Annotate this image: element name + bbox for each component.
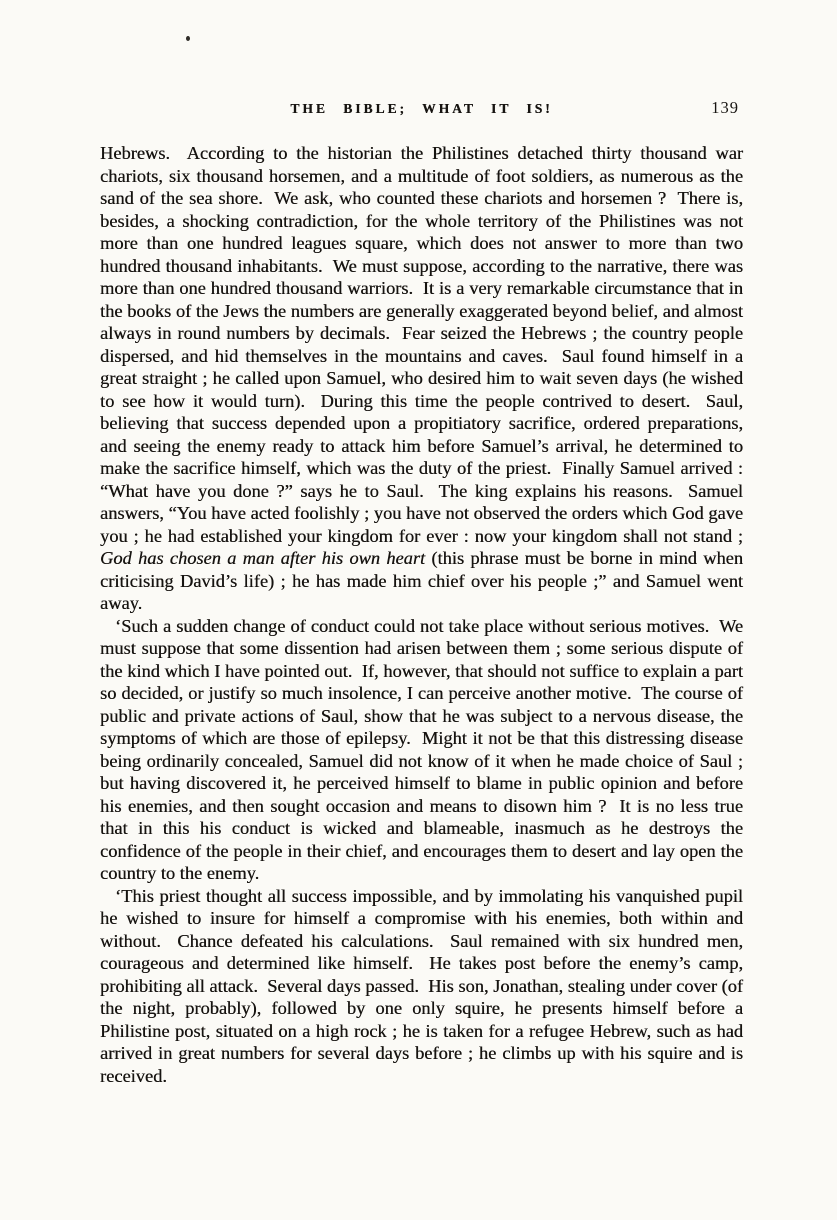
page-body [100,142,743,1087]
paragraph [100,885,743,1088]
paragraph [100,615,743,885]
text-run: (this phrase must be borne in mind when criticising David’s life) ; he has made him chief over his people ;” and Samuel went away. [100,548,743,613]
page-header [100,98,743,117]
text-run: ‘Such a sudden change of conduct could not take place without serious motives. We must suppose that some dissention had arisen between them ; some serious dispute of the kind which I have pointed out. If, however, that should not suffice to explain a part so decided, or justify so much insolence, I can perceive another motive. The course of public and private actions of Saul, show that he was subject to a nervous disease, the symptoms of which are those of epilepsy. Might it not be that this distressing disease being ordinarily concealed, Samuel did not know of it when he made choice of Saul ; but having discovered it, he perceived himself to blame in public opinion and before his enemies, and then sought occasion and means to disown him ? It is no less true that in this his conduct is wicked and blameable, inasmuch as he destroys the confidence of the people in their chief, and encourages them to desert and lay open the country to the enemy. [100,615,743,883]
text-run: ‘This priest thought all success impossible, and by immolating his vanquished pupil he wished to insure for himself a compromise with his enemies, both within and without. Chance defeated his calculations. Saul remained with six hundred men, courageous and determined like himself. He takes post before the enemy’s camp, prohibiting all attack. Several days passed. His son, Jonathan, stealing under cover (of the night, probably), followed by one only squire, he presents himself before a Philistine post, situated on a high rock ; he is taken for a refugee Hebrew, such as had arrived in great numbers for several days before ; he climbs up with his squire and is received. [100,885,743,1086]
running-title: THE BIBLE; WHAT IT IS! [290,101,553,116]
italic-run: God has chosen a man after his own heart [100,548,426,568]
page-number: 139 [711,98,739,117]
text-run: Hebrews. According to the historian the Philistines detached thirty thousand war chariots, six thousand horsemen, and a multitude of foot soldiers, as numerous as the sand of the sea shore. We ask, who counted these chariots and horsemen ? There is, besides, a shocking contradiction, for the whole territory of the Philistines was not more than one hundred leagues square, which does not answer to more than two hundred thousand inhabitants. We must suppose, according to the narrative, there was more than one hundred thousand warriors. It is a very remarkable circumstance that in the books of the Jews the numbers are generally exaggerated beyond belief, and almost always in round numbers by decimals. Fear seized the Hebrews ; the country people dispersed, and hid themselves in the mountains and caves. Saul found himself in a great straight ; he called upon Samuel, who desired him to wait seven days (he wished to see how it would turn). During this time the people contrived to desert. Saul, believing that success depended upon a propitiatory sacrifice, ordered preparations, and seeing the enemy ready to attack him before Samuel’s arrival, he determined to make the sacrifice himself, which was the duty of the priest. Finally Samuel arrived : “What have you done ?” says he to Saul. The king explains his reasons. Samuel answers, “You have acted foolishly ; you have not observed the orders which God gave you ; he had established your kingdom for ever : now your kingdom shall not stand ; [100,143,743,546]
paragraph [100,142,743,615]
ink-speck [186,36,190,41]
